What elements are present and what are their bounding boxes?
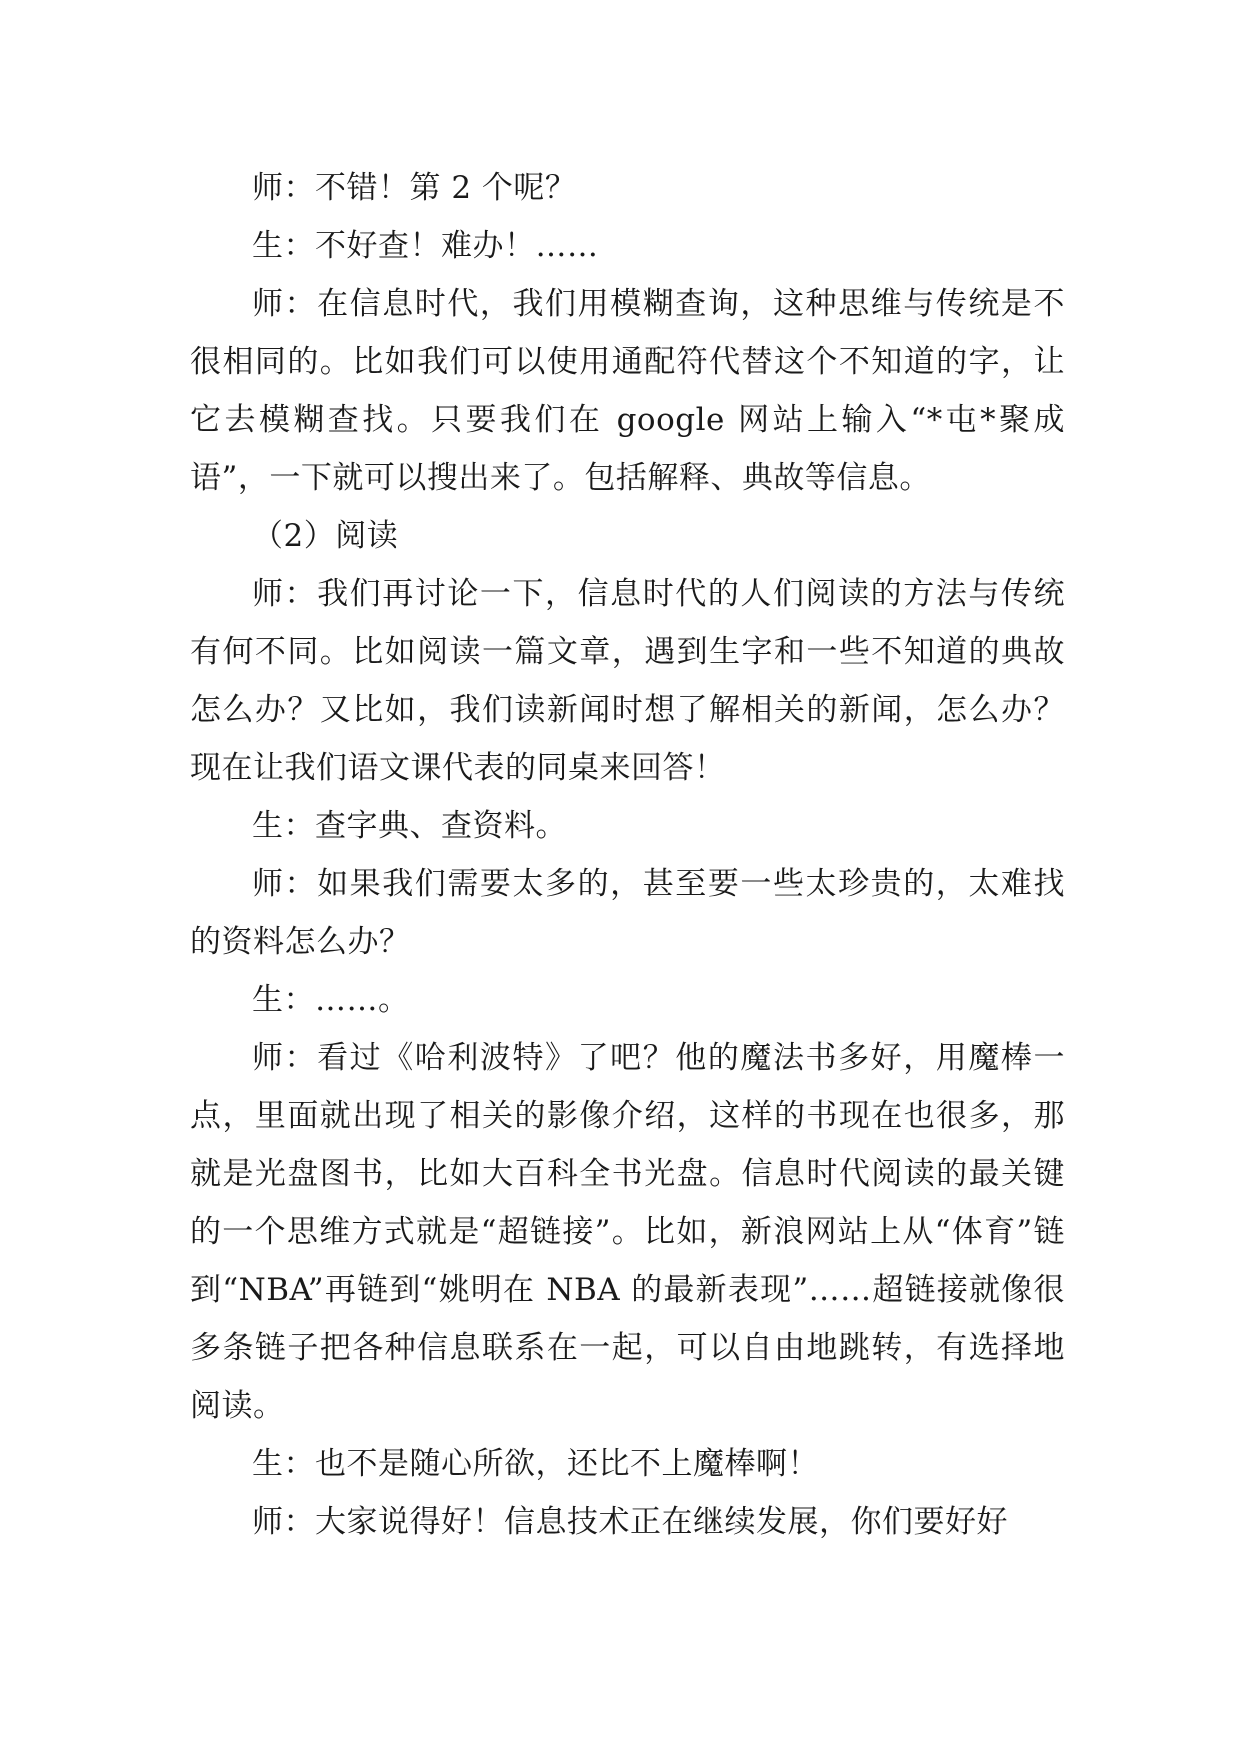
dialogue-paragraph: 师：在信息时代，我们用模糊查询，这种思维与传统是不很相同的。比如我们可以使用通配符代替这个不知道的字，让它去模糊查找。只要我们在 google 网站上输入“*屯*聚成语”，一下就可以搜出来了。包括解释、典故等信息。 — [190, 286, 1065, 496]
section-heading: （2）阅读 — [252, 518, 399, 554]
dialogue-paragraph: 生：查字典、查资料。 — [252, 808, 567, 844]
dialogue-paragraph: 师：大家说得好！信息技术正在继续发展，你们要好好 — [252, 1504, 1008, 1540]
dialogue-paragraph: 师：不错！第 2 个呢？ — [252, 170, 577, 206]
dialogue-paragraph: 师：看过《哈利波特》了吧？他的魔法书多好，用魔棒一点，里面就出现了相关的影像介绍，这样的书现在也很多，那就是光盘图书，比如大百科全书光盘。信息时代阅读的最关键的一个思维方式就是“超链接”。比如，新浪网站上从“体育”链到“NBA”再链到“姚明在 NBA 的最新表现”……超链接就像很多条链子把各种信息联系在一起，可以自由地跳转，有选择地阅读。 — [190, 1040, 1065, 1424]
dialogue-paragraph: 师：我们再讨论一下，信息时代的人们阅读的方法与传统有何不同。比如阅读一篇文章，遇到生字和一些不知道的典故怎么办？又比如，我们读新闻时想了解相关的新闻，怎么办？现在让我们语文课代表的同桌来回答！ — [190, 576, 1065, 786]
dialogue-paragraph: 生：也不是随心所欲，还比不上魔棒啊！ — [252, 1446, 819, 1482]
document-body — [190, 159, 1065, 1551]
dialogue-paragraph: 生：不好查！难办！…… — [252, 228, 599, 264]
dialogue-paragraph: 师：如果我们需要太多的，甚至要一些太珍贵的，太难找的资料怎么办？ — [190, 866, 1065, 960]
dialogue-paragraph: 生：……。 — [252, 982, 410, 1018]
